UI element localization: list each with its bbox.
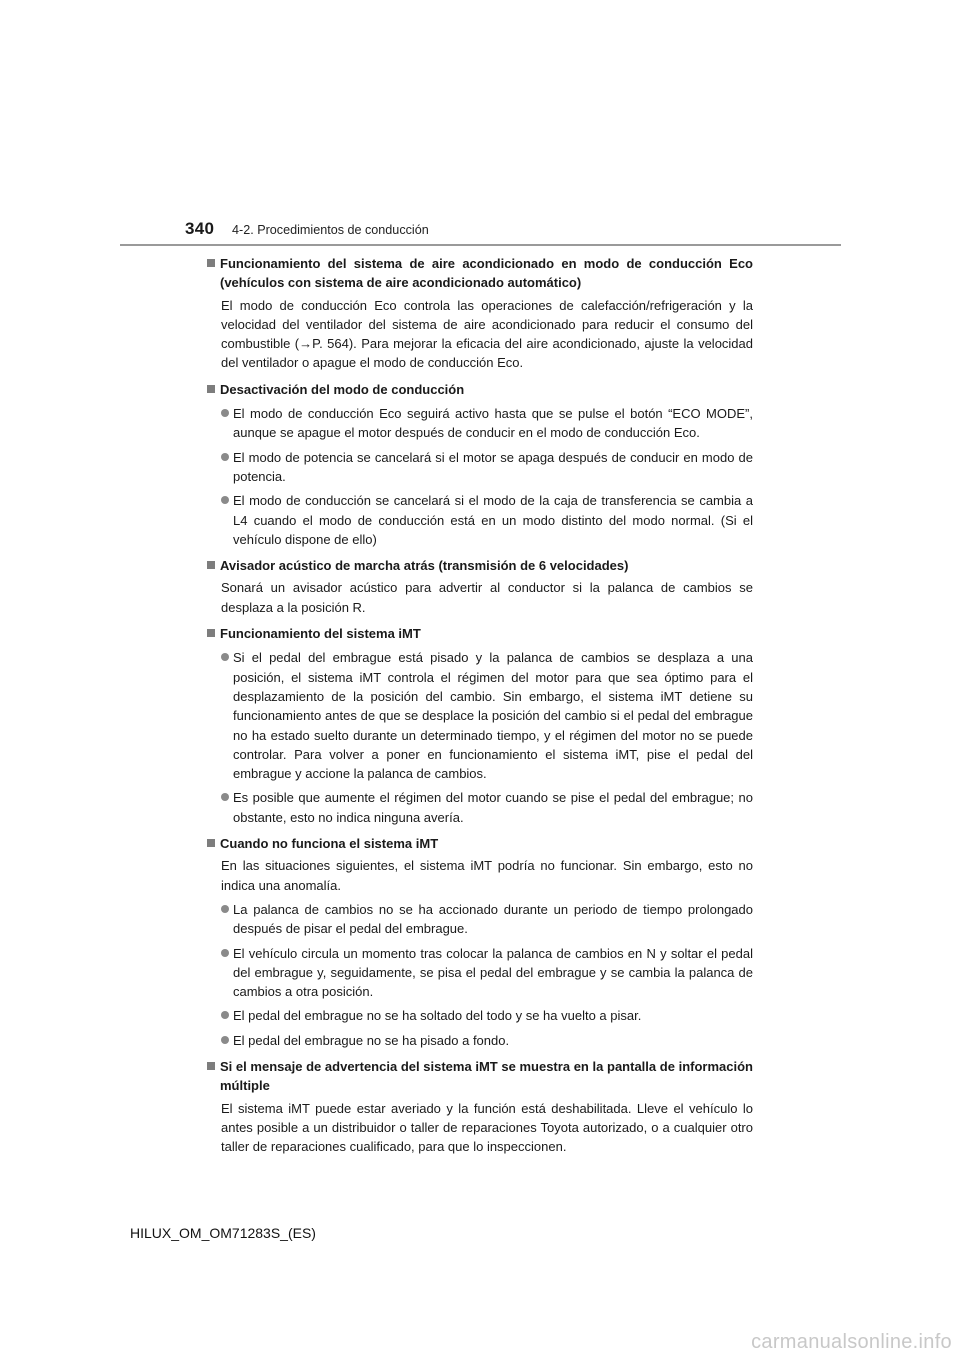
header-rule [120, 244, 841, 246]
section-block [207, 624, 753, 827]
circle-bullet-icon [221, 788, 233, 800]
bullet-item [207, 448, 753, 487]
page-number: 340 [185, 219, 215, 238]
bullet-text: El modo de conducción se cancelará si el modo de la caja de transferencia se cambia a L4 cuando el modo de conducción está en un modo distinto del modo normal. (Si el vehículo dispone de ello) [233, 493, 753, 547]
bullet-item [207, 491, 753, 549]
section-heading-text: Avisador acústico de marcha atrás (transmisión de 6 velocidades) [220, 558, 629, 574]
section-heading [207, 1057, 753, 1096]
section-heading [207, 380, 753, 399]
section-heading [207, 834, 753, 853]
section-paragraph: En las situaciones siguientes, el sistema iMT podría no funcionar. Sin embargo, esto no indica una anomalía. [221, 858, 753, 893]
circle-bullet-icon [221, 491, 233, 503]
square-bullet-icon [207, 259, 220, 267]
circle-bullet-icon [221, 900, 233, 912]
bullet-text: El pedal del embrague no se ha pisado a fondo. [233, 1032, 510, 1048]
circle-bullet-icon [221, 1006, 233, 1018]
bullet-item [207, 900, 753, 939]
circle-bullet-icon [221, 404, 233, 416]
section-heading [207, 624, 753, 643]
section-heading-text: Cuando no funciona el sistema iMT [220, 836, 439, 852]
watermark: carmanualsonline.info [751, 1331, 952, 1353]
bullet-text: El vehículo circula un momento tras colocar la palanca de cambios en N y soltar el pedal del embrague y, seguidamente, se pisa el pedal del embrague y se cambia la palanca de cambios a otra posición. [233, 945, 753, 1000]
section-block [207, 380, 753, 549]
section-heading-text: Desactivación del modo de conducción [220, 381, 465, 397]
section-heading [207, 254, 753, 293]
section-title: 4-2. Procedimientos de conducción [232, 223, 429, 237]
section-paragraph: Sonará un avisador acústico para advertir al conductor si la palanca de cambios se desplaza a la posición R. [221, 580, 753, 615]
section-block [207, 1057, 753, 1156]
square-bullet-icon [207, 629, 220, 637]
bullet-item [207, 944, 753, 1002]
bullet-item [207, 404, 753, 443]
section-paragraph: El sistema iMT puede estar averiado y la función está deshabilitada. Lleve el vehículo lo antes posible a un distribuidor o taller de reparaciones Toyota autorizado, o a cualquier otro taller de reparaciones cualificado, para que lo inspeccionen. [221, 1100, 753, 1155]
circle-bullet-icon [221, 1031, 233, 1043]
section-heading [207, 556, 753, 575]
bullet-item [207, 648, 753, 783]
bullet-text: Si el pedal del embrague está pisado y la palanca de cambios se desplaza a una posición, el sistema iMT controla el régimen del motor para que sea óptimo para el desplazamiento de la posición del cambio. Sin embargo, el sistema iMT detiene su funcionamiento antes de que se desplace la posición del cambio si el pedal del embrague no ha estado suelto durante un determinado tiempo, y el régimen del motor no se puede controlar. Para volver a poner en funcionamiento el sistema iMT, pise el pedal del embrague y accione la palanca de cambios. [233, 650, 753, 782]
section-heading-text: Si el mensaje de advertencia del sistema iMT se muestra en la pantalla de información múltiple [220, 1058, 753, 1094]
section-block [207, 254, 753, 373]
circle-bullet-icon [221, 648, 233, 660]
square-bullet-icon [207, 385, 220, 393]
bullet-item [207, 788, 753, 827]
section-paragraph: El modo de conducción Eco controla las operaciones de calefacción/refrigeración y la velocidad del ventilador del sistema de aire acondicionado para reducir el consumo del combustible (→P. 564). Para mejorar la eficacia del aire acondicionado, ajuste la velocidad del ventilador o apague el modo de conducción Eco. [221, 297, 753, 371]
section-heading-text: Funcionamiento del sistema de aire acondicionado en modo de conducción Eco (vehículos con sistema de aire acondicionado automático) [220, 256, 753, 291]
square-bullet-icon [207, 839, 220, 847]
square-bullet-icon [207, 561, 220, 569]
bullet-text: El modo de conducción Eco seguirá activo hasta que se pulse el botón “ECO MODE”, aunque se apague el motor después de conducir en el modo de conducción Eco. [233, 406, 753, 441]
bullet-item [207, 1031, 753, 1050]
manual-content [207, 254, 753, 1163]
bullet-text: Es posible que aumente el régimen del motor cuando se pise el pedal del embrague; no obstante, esto no indica ninguna avería. [233, 790, 753, 825]
circle-bullet-icon [221, 944, 233, 956]
bullet-text: El modo de potencia se cancelará si el motor se apaga después de conducir en modo de potencia. [233, 449, 753, 484]
square-bullet-icon [207, 1062, 220, 1070]
section-block [207, 556, 753, 617]
bullet-text: La palanca de cambios no se ha accionado durante un periodo de tiempo prolongado después de pisar el pedal del embrague. [233, 901, 753, 937]
section-block [207, 834, 753, 1050]
footer-doc-id: HILUX_OM_OM71283S_(ES) [130, 1225, 316, 1241]
circle-bullet-icon [221, 448, 233, 460]
section-heading-text: Funcionamiento del sistema iMT [220, 626, 421, 642]
bullet-text: El pedal del embrague no se ha soltado del todo y se ha vuelto a pisar. [233, 1008, 642, 1024]
bullet-item [207, 1006, 753, 1025]
